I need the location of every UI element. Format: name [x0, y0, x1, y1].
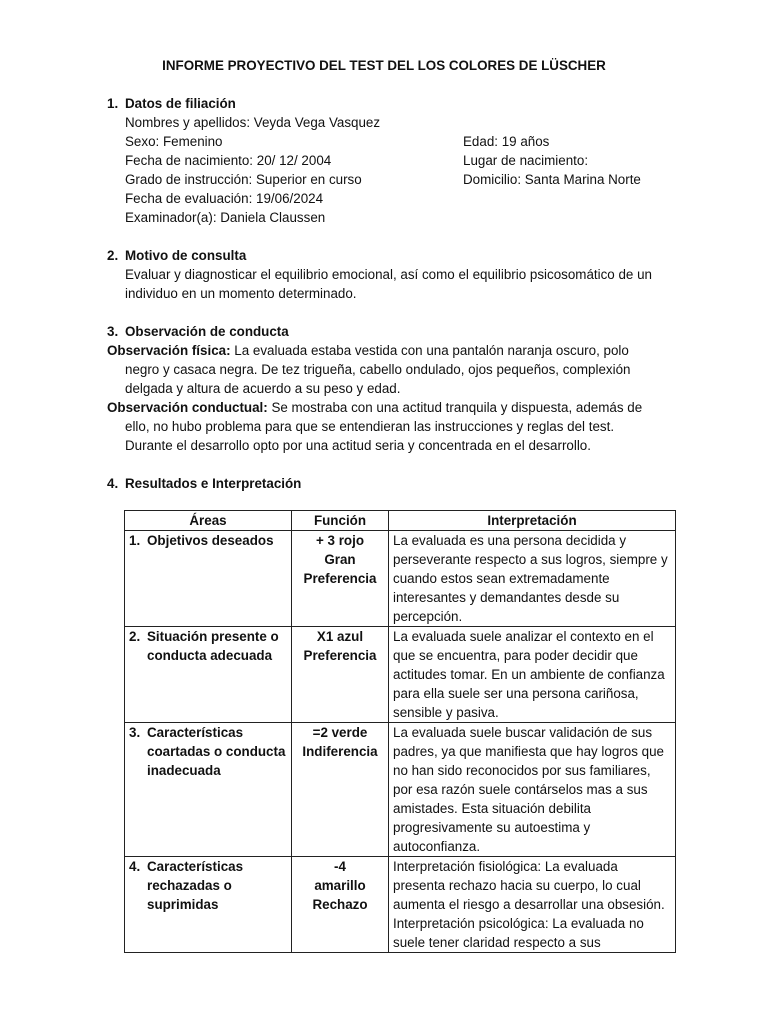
funcion-line: Indiferencia [302, 744, 378, 759]
header-funcion: Función [292, 511, 389, 531]
examinador-field: Examinador(a): Daniela Claussen [125, 210, 326, 225]
fecha-evaluacion-field: Fecha de evaluación: 19/06/2024 [125, 191, 324, 206]
funcion-line: Preferencia [303, 571, 377, 586]
section-title: Observación de conducta [125, 324, 289, 339]
section-2-heading [107, 246, 246, 265]
funcion-line: X1 azul [316, 629, 364, 644]
section-number: 1. [107, 96, 119, 111]
area-label: Características rechazadas o suprimidas [147, 859, 244, 912]
motivo-text: Evaluar y diagnosticar el equilibrio emocional, así como el equilibrio psicosomático de un individuo en un momento determinado. [125, 267, 652, 301]
grado-field: Grado de instrucción: Superior en curso [125, 172, 362, 187]
area-number: 4. [129, 859, 141, 874]
observacion-conductual-text: Durante el desarrollo opto por una actitud seria y concentrada en el desarrollo. [125, 438, 591, 453]
table-row [125, 531, 676, 627]
edad-field: Edad: 19 años [463, 134, 550, 149]
lugar-nacimiento-field: Lugar de nacimiento: [463, 153, 589, 168]
observacion-conductual-text: ello, no hubo problema para que se entendieran las instrucciones y reglas del test. [125, 419, 615, 434]
area-number: 1. [129, 533, 141, 548]
document-title: INFORME PROYECTIVO DEL TEST DEL LOS COLORES DE LÜSCHER [162, 58, 606, 73]
area-cell [125, 857, 292, 953]
funcion-cell [292, 723, 389, 857]
section-number: 2. [107, 248, 119, 263]
observacion-fisica-label: Observación física: [107, 343, 231, 358]
table-header-row [125, 511, 676, 531]
area-label: Objetivos deseados [147, 533, 274, 548]
funcion-line: Preferencia [303, 648, 377, 663]
section-number: 4. [107, 476, 119, 491]
interpretacion-cell: La evaluada suele analizar el contexto en el que se encuentra, para poder decidir que actitudes tomar. En un ambiente de confianza para ella suele ser una persona cariñosa, sensible y pasiva. [389, 627, 676, 723]
funcion-line: =2 verde [312, 725, 368, 740]
interpretacion-cell: La evaluada es una persona decidida y perseverante respecto a sus logros, siempre y cuando estos sean extremadamente interesantes y demandantes desde su percepción. [389, 531, 676, 627]
results-table [124, 510, 676, 953]
area-number: 2. [129, 629, 141, 644]
fecha-nacimiento-field: Fecha de nacimiento: 20/ 12/ 2004 [125, 153, 332, 168]
funcion-cell [292, 627, 389, 723]
section-3-heading [107, 322, 289, 341]
interpretacion-cell: La evaluada suele buscar validación de sus padres, ya que manifiesta que hay logros que no han sido reconocidos por sus familiares, por esa razón suele contárselos mas a sus amistades. Esta situación debilita progresivamente su autoestima y autoconfianza. [389, 723, 676, 857]
funcion-line: -4 [334, 859, 346, 874]
area-label: Características coartadas o conducta inadecuada [147, 725, 286, 778]
table-row [125, 857, 676, 953]
area-label: Situación presente o conducta adecuada [147, 629, 279, 663]
sexo-field: Sexo: Femenino [125, 134, 223, 149]
observacion-fisica-text: negro y casaca negra. De tez trigueña, cabello ondulado, ojos pequeños, complexión [125, 362, 631, 377]
area-number: 3. [129, 725, 141, 740]
section-title: Datos de filiación [125, 96, 236, 111]
section-4-heading [107, 474, 301, 493]
funcion-line: Gran [324, 552, 356, 567]
funcion-cell [292, 531, 389, 627]
area-cell [125, 723, 292, 857]
observacion-fisica-text: delgada y altura de acuerdo a su peso y edad. [125, 381, 401, 396]
observacion-conductual-text: Se mostraba con una actitud tranquila y dispuesta, además de [267, 400, 643, 415]
funcion-cell [292, 857, 389, 953]
section-title: Motivo de consulta [125, 248, 247, 263]
section-title: Resultados e Interpretación [125, 476, 302, 491]
section-1-heading [107, 94, 236, 113]
header-areas: Áreas [125, 511, 292, 531]
table-row [125, 723, 676, 857]
area-cell [125, 627, 292, 723]
area-cell [125, 531, 292, 627]
funcion-line: Rechazo [312, 897, 368, 912]
observacion-conductual-label: Observación conductual: [107, 400, 268, 415]
nombres-field: Nombres y apellidos: Veyda Vega Vasquez [125, 115, 381, 130]
observacion-conductual [107, 398, 667, 455]
domicilio-field: Domicilio: Santa Marina Norte [463, 172, 641, 187]
funcion-line: amarillo [314, 878, 366, 893]
funcion-line: + 3 rojo [316, 533, 364, 548]
observacion-fisica [107, 341, 667, 398]
table-row [125, 627, 676, 723]
section-number: 3. [107, 324, 119, 339]
interpretacion-cell: Interpretación fisiológica: La evaluada presenta rechazo hacia su cuerpo, lo cual aumenta el riesgo a desarrollar una obsesión. Interpretación psicológica: La evaluada no suele tener claridad respecto a sus [389, 857, 676, 953]
observacion-fisica-text: La evaluada estaba vestida con una pantalón naranja oscuro, polo [230, 343, 629, 358]
header-interpretacion: Interpretación [389, 511, 676, 531]
